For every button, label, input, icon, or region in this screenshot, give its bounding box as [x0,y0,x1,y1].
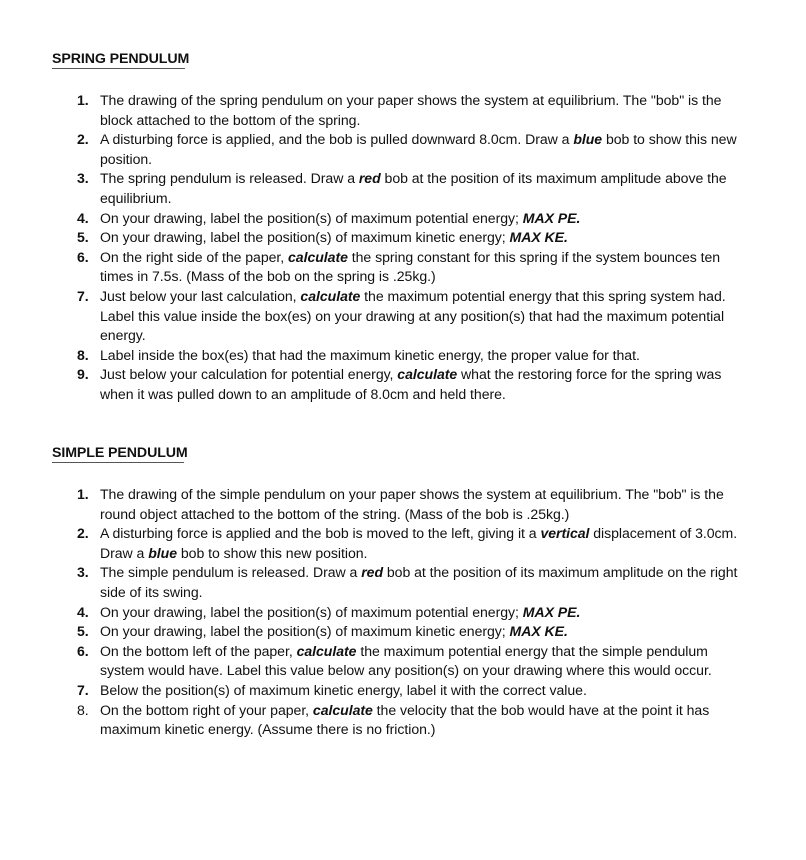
emphasis-text: red [358,170,381,187]
emphasis-text: calculate [397,366,458,383]
list-item [0,485,745,524]
item-text: bob to show this new position. [177,544,368,561]
item-text: the maximum potential energy that the simple pendulum system would have. Label this value below any position(s) on your drawing where this would occur. [100,642,712,679]
emphasis-text: MAX KE. [509,229,568,246]
emphasis-text: calculate [288,248,348,265]
item-number: 7. [77,287,89,304]
list-item [0,622,745,642]
list-item [0,365,745,404]
item-text: A disturbing force is applied and the bob is moved to the left, giving it a [100,525,541,542]
item-text: The spring pendulum is released. Draw a [100,170,359,187]
emphasis-text: calculate [300,287,361,304]
item-text: On your drawing, label the position(s) of maximum kinetic energy; [100,229,510,246]
emphasis-text: calculate [296,642,357,659]
item-text: On your drawing, label the position(s) of maximum kinetic energy; [100,623,510,640]
item-text: On the right side of the paper, [100,248,289,265]
list-item [0,563,745,602]
list-item [0,642,745,681]
item-number: 4. [77,603,89,620]
list-item [0,248,745,287]
item-text: bob to show this new position. [100,131,737,167]
item-text: On your drawing, label the position(s) of maximum potential energy; [100,603,523,620]
item-text: bob at the position of its maximum amplitude above the equilibrium. [100,170,727,206]
item-number: 3. [77,564,89,581]
item-text: what the restoring force for the spring was when it was pulled down to an amplitude of 8.0cm and held there. [100,366,722,402]
list-item [0,287,745,346]
item-text: the maximum potential energy that this spring system had. Label this value inside the box(es) on your drawing at any position(s) that had the maximum potential energy. [100,287,726,344]
item-text: the spring constant for this spring if the system bounces ten times in 7.5s. (Mass of the bob on the spring is .25kg.) [100,248,721,285]
list-item [0,91,745,130]
simple-pendulum-heading-underline [52,462,184,463]
item-text: Just below your calculation for potential energy, [100,366,398,383]
item-number: 5. [77,229,89,246]
list-item [0,169,745,208]
item-text: The simple pendulum is released. Draw a [100,564,362,581]
item-number: 2. [77,131,89,148]
item-text: Just below your last calculation, [100,287,301,304]
list-item [0,681,745,701]
emphasis-text: MAX PE. [522,209,581,226]
spring-pendulum-steps [0,91,745,405]
list-item [0,209,745,229]
emphasis-text: blue [573,131,603,148]
item-number: 5. [77,623,89,640]
item-number: 1. [77,486,89,502]
list-item [0,701,745,740]
item-text: the velocity that the bob would have at the point it has maximum kinetic energy. (Assume there is no friction.) [100,701,710,738]
item-number: 7. [77,681,89,698]
emphasis-text: MAX KE. [509,623,568,640]
item-number: 6. [77,642,89,659]
item-number: 4. [77,209,89,226]
item-text: On your drawing, label the position(s) of maximum potential energy; [100,209,523,226]
spring-pendulum-heading: SPRING PENDULUM [52,51,190,67]
item-text: On the bottom left of the paper, [100,642,297,659]
list-item [0,524,745,563]
item-number: 2. [77,525,89,542]
item-number: 6. [77,248,89,265]
item-text: Below the position(s) of maximum kinetic energy, label it with the correct value. [100,681,587,698]
item-text: The drawing of the spring pendulum on your paper shows the system at equilibrium. The "bob" is the block attached to the bottom of the spring. [100,92,722,128]
list-item [0,603,745,623]
emphasis-text: red [361,564,384,581]
item-number: 3. [77,170,89,187]
emphasis-text: calculate [312,701,373,718]
item-text: The drawing of the simple pendulum on your paper shows the system at equilibrium. The "bob" is the round object attached to the bottom of the string. (Mass of the bob is .25kg.) [100,486,724,522]
simple-pendulum-heading: SIMPLE PENDULUM [52,445,188,461]
simple-pendulum-steps [0,485,745,740]
item-text: On the bottom right of your paper, [100,701,313,718]
item-number: 9. [77,366,89,383]
emphasis-text: vertical [540,525,590,542]
spring-pendulum-heading-underline [52,68,185,69]
emphasis-text: blue [148,544,177,561]
list-item [0,130,745,169]
item-text: A disturbing force is applied, and the bob is pulled downward 8.0cm. Draw a [100,131,574,148]
list-item [0,228,745,248]
item-number: 8. [77,701,89,718]
emphasis-text: MAX PE. [522,603,581,620]
item-text: bob at the position of its maximum amplitude on the right side of its swing. [100,564,738,600]
item-number: 1. [77,92,89,108]
item-text: displacement of 3.0cm. Draw a [100,525,738,561]
item-text: Label inside the box(es) that had the maximum kinetic energy, the proper value for that. [100,346,640,363]
item-number: 8. [77,346,89,363]
list-item [0,346,745,366]
